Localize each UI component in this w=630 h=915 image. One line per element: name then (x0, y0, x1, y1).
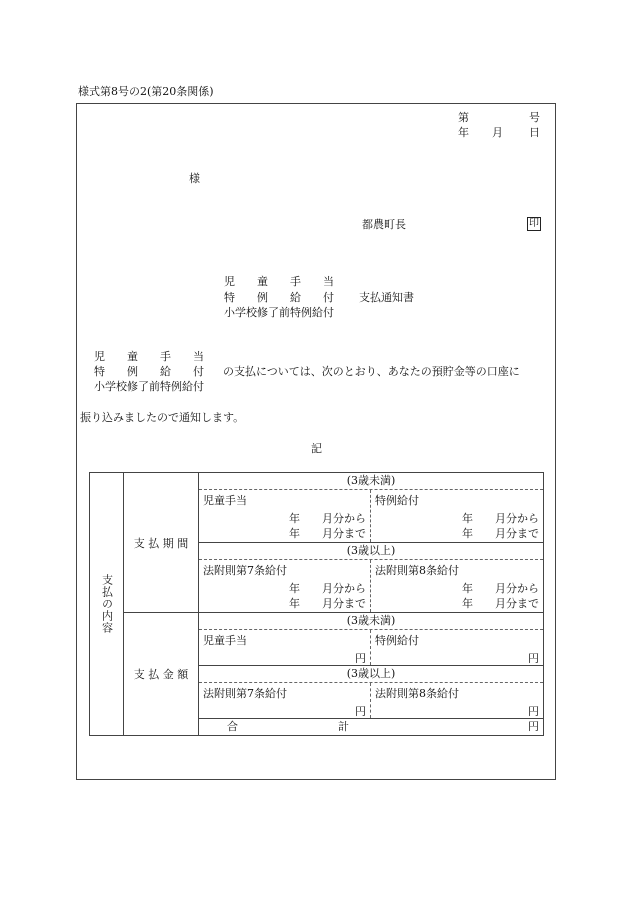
special-benefit-label: 特例給付 (375, 634, 419, 647)
period-over3-band: (3歳以上) (199, 542, 543, 560)
number-label-go: 号 (529, 111, 540, 124)
body-text: の支払については、次のとおり、あなたの預貯金等の口座に (223, 365, 520, 378)
amount-label: 支 払 金 額 (133, 668, 189, 681)
amount-special-benefit (371, 630, 543, 665)
body-line-2: 特 例 給 付 (94, 365, 204, 378)
from-label: 月分から (322, 512, 366, 525)
period-article7 (199, 560, 371, 612)
side-label-cell (90, 473, 124, 736)
year-label: 年 (462, 597, 473, 610)
child-allowance-label: 児童手当 (203, 634, 247, 647)
yen-label: 円 (355, 652, 366, 665)
number-label-dai: 第 (458, 111, 469, 124)
amount-article8 (371, 683, 543, 718)
total-label-a: 合 (227, 720, 238, 733)
article8-label: 法附則第8条給付 (375, 564, 459, 577)
total-yen-label: 円 (528, 720, 539, 733)
date-year: 年 (458, 126, 469, 139)
period-article8 (371, 560, 543, 612)
yen-label: 円 (355, 705, 366, 718)
seal-mark: 印 (529, 218, 539, 229)
to-label: 月分まで (495, 597, 539, 610)
yen-label: 円 (528, 652, 539, 665)
year-label: 年 (462, 512, 473, 525)
amount-under3-band: (3歳未満) (199, 613, 543, 630)
special-benefit-label: 特例給付 (375, 494, 419, 507)
side-label: 支払の内容 (100, 574, 114, 634)
total-label-b: 計 (338, 720, 349, 733)
period-label-cell (124, 473, 199, 613)
yen-label: 円 (528, 705, 539, 718)
ki-heading: 記 (311, 442, 322, 455)
to-label: 月分まで (322, 597, 366, 610)
body-line-3: 小学校修了前特例給付 (94, 380, 204, 393)
year-label: 年 (289, 582, 300, 595)
year-label: 年 (289, 527, 300, 540)
date-day: 日 (529, 126, 540, 139)
period-under3-band: (3歳未満) (199, 473, 543, 490)
amount-cell (199, 613, 544, 736)
addressee-suffix: 様 (189, 172, 200, 185)
from-label: 月分から (495, 582, 539, 595)
to-label: 月分まで (495, 527, 539, 540)
year-label: 年 (289, 512, 300, 525)
body-text-2: 振り込みましたので通知します。 (80, 411, 245, 424)
year-label: 年 (462, 527, 473, 540)
article7-label: 法附則第7条給付 (203, 564, 287, 577)
from-label: 月分から (322, 582, 366, 595)
date-month: 月 (492, 126, 503, 139)
year-label: 年 (462, 582, 473, 595)
amount-child-allowance (199, 630, 371, 665)
period-cell (199, 473, 544, 613)
doc-title-line-2: 特 例 給 付 (224, 291, 334, 304)
total-row (199, 718, 543, 735)
article7-label: 法附則第7条給付 (203, 687, 287, 700)
child-allowance-label: 児童手当 (203, 494, 247, 507)
article8-label: 法附則第8条給付 (375, 687, 459, 700)
body-line-1: 児 童 手 当 (94, 350, 204, 363)
period-label: 支 払 期 間 (133, 536, 189, 550)
from-label: 月分から (495, 512, 539, 525)
doc-title-line-1: 児 童 手 当 (224, 275, 334, 288)
amount-over3-band: (3歳以上) (199, 665, 543, 683)
period-special-benefit (371, 490, 543, 542)
period-child-allowance (199, 490, 371, 542)
year-label: 年 (289, 597, 300, 610)
form-number: 様式第8号の2(第20条関係) (78, 85, 214, 98)
doc-title-line-3: 小学校修了前特例給付 (224, 306, 334, 319)
amount-label-cell (124, 613, 199, 736)
doc-title-suffix: 支払通知書 (359, 291, 414, 304)
issuer: 都農町長 (362, 218, 406, 231)
amount-article7 (199, 683, 371, 718)
to-label: 月分まで (322, 527, 366, 540)
payment-table (89, 472, 544, 736)
